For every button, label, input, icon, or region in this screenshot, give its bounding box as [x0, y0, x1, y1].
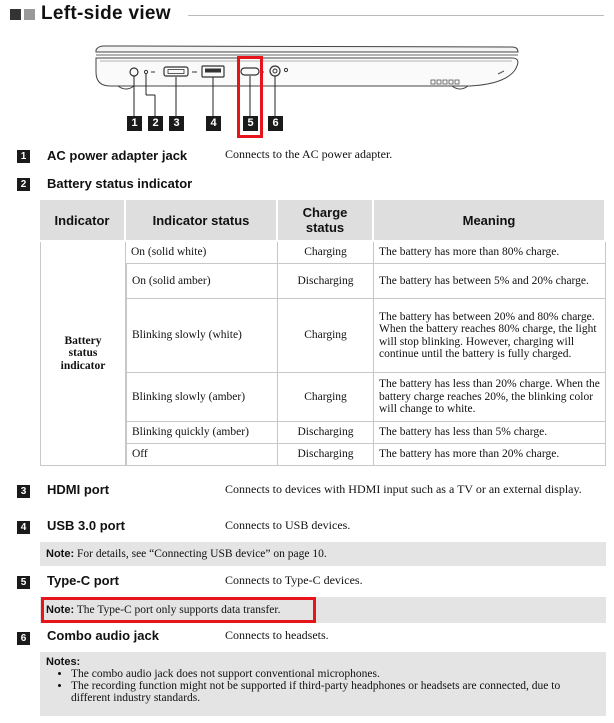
item-desc: Connects to headsets. — [225, 628, 329, 642]
item-number: 4 — [17, 521, 30, 534]
status-cell: Off — [126, 444, 278, 466]
type-c-note-highlight — [41, 597, 316, 623]
item-desc: Connects to Type-C devices. — [225, 573, 363, 587]
item-desc: Connects to devices with HDMI input such as a TV or an external display. — [225, 482, 582, 496]
meaning-cell: The battery has between 5% and 20% charge. — [374, 264, 606, 299]
note-audio — [40, 652, 606, 716]
page-title: Left-side view — [41, 3, 171, 24]
callout-3: 3 — [169, 116, 184, 131]
item-number: 3 — [17, 485, 30, 498]
note-label: Notes: — [46, 656, 81, 668]
item-desc: Connects to USB devices. — [225, 518, 351, 532]
item-hdmi — [17, 482, 607, 510]
notes-list — [46, 668, 600, 704]
list-item: • The combo audio jack does not support conventional microphones. — [71, 668, 600, 680]
callout-2: 2 — [148, 116, 163, 131]
status-cell: Blinking quickly (amber) — [126, 422, 278, 444]
charge-cell: Charging — [278, 242, 374, 264]
item-number: 1 — [17, 150, 30, 163]
laptop-diagram — [0, 0, 614, 140]
item-usb — [17, 518, 607, 534]
callout-4: 4 — [206, 116, 221, 131]
charge-cell: Charging — [278, 373, 374, 422]
table-header: Indicator status — [126, 200, 278, 242]
status-cell: Blinking slowly (amber) — [126, 373, 278, 422]
meaning-cell: The battery has less than 20% charge. When the battery charge reaches 20%, the blinking color will change to white. — [374, 373, 606, 422]
note-label: Note: — [46, 604, 75, 616]
charge-status-header-text: Charge status — [302, 205, 348, 235]
status-cell: On (solid white) — [126, 242, 278, 264]
item-label: Battery status indicator — [47, 176, 193, 191]
item-battery-indicator — [17, 176, 607, 192]
item-label: AC power adapter jack — [47, 148, 188, 163]
item-type-c — [17, 573, 607, 589]
item-label: Combo audio jack — [47, 628, 159, 643]
item-audio — [17, 628, 607, 644]
status-cell: On (solid amber) — [126, 264, 278, 299]
item-desc: Connects to the AC power adapter. — [225, 147, 393, 161]
charge-cell: Discharging — [278, 444, 374, 466]
table-header: Meaning — [374, 200, 606, 242]
item-label: Type-C port — [47, 573, 119, 588]
battery-status-table — [40, 200, 606, 466]
status-cell: Blinking slowly (white) — [126, 299, 278, 373]
note-text: For details, see “Connecting USB device” on page 10. — [74, 548, 327, 560]
note-usb — [40, 542, 606, 566]
item-number: 2 — [17, 178, 30, 191]
callout-6: 6 — [268, 116, 283, 131]
item-number: 6 — [17, 632, 30, 645]
note-label: Note: — [46, 548, 75, 560]
table-row — [40, 242, 606, 264]
list-item: • The recording function might not be supported if third-party headphones or headsets are connected, due to different industry standards. — [71, 680, 600, 704]
table-header — [278, 200, 374, 242]
indicator-name: Battery status indicator — [60, 334, 106, 372]
charge-cell: Discharging — [278, 422, 374, 444]
item-label: HDMI port — [47, 482, 110, 497]
charge-cell: Discharging — [278, 264, 374, 299]
meaning-cell: The battery has less than 5% charge. — [374, 422, 606, 444]
item-number: 5 — [17, 576, 30, 589]
indicator-cell — [40, 242, 126, 466]
note-text: The Type-C port only supports data transfer. — [74, 604, 281, 616]
laptop-side-illustration — [0, 0, 614, 140]
callout-1: 1 — [127, 116, 142, 131]
charge-cell: Charging — [278, 299, 374, 373]
item-label: USB 3.0 port — [47, 518, 126, 533]
meaning-cell: The battery has between 20% and 80% charge. When the battery reaches 80% charge, the light will stop blinking. However, charging will continue until the battery is fully charged. — [374, 299, 606, 373]
item-ac-power — [17, 148, 607, 164]
meaning-cell: The battery has more than 80% charge. — [374, 242, 606, 264]
table-header: Indicator — [40, 200, 126, 242]
meaning-cell: The battery has more than 20% charge. — [374, 444, 606, 466]
callout-5: 5 — [243, 116, 258, 131]
